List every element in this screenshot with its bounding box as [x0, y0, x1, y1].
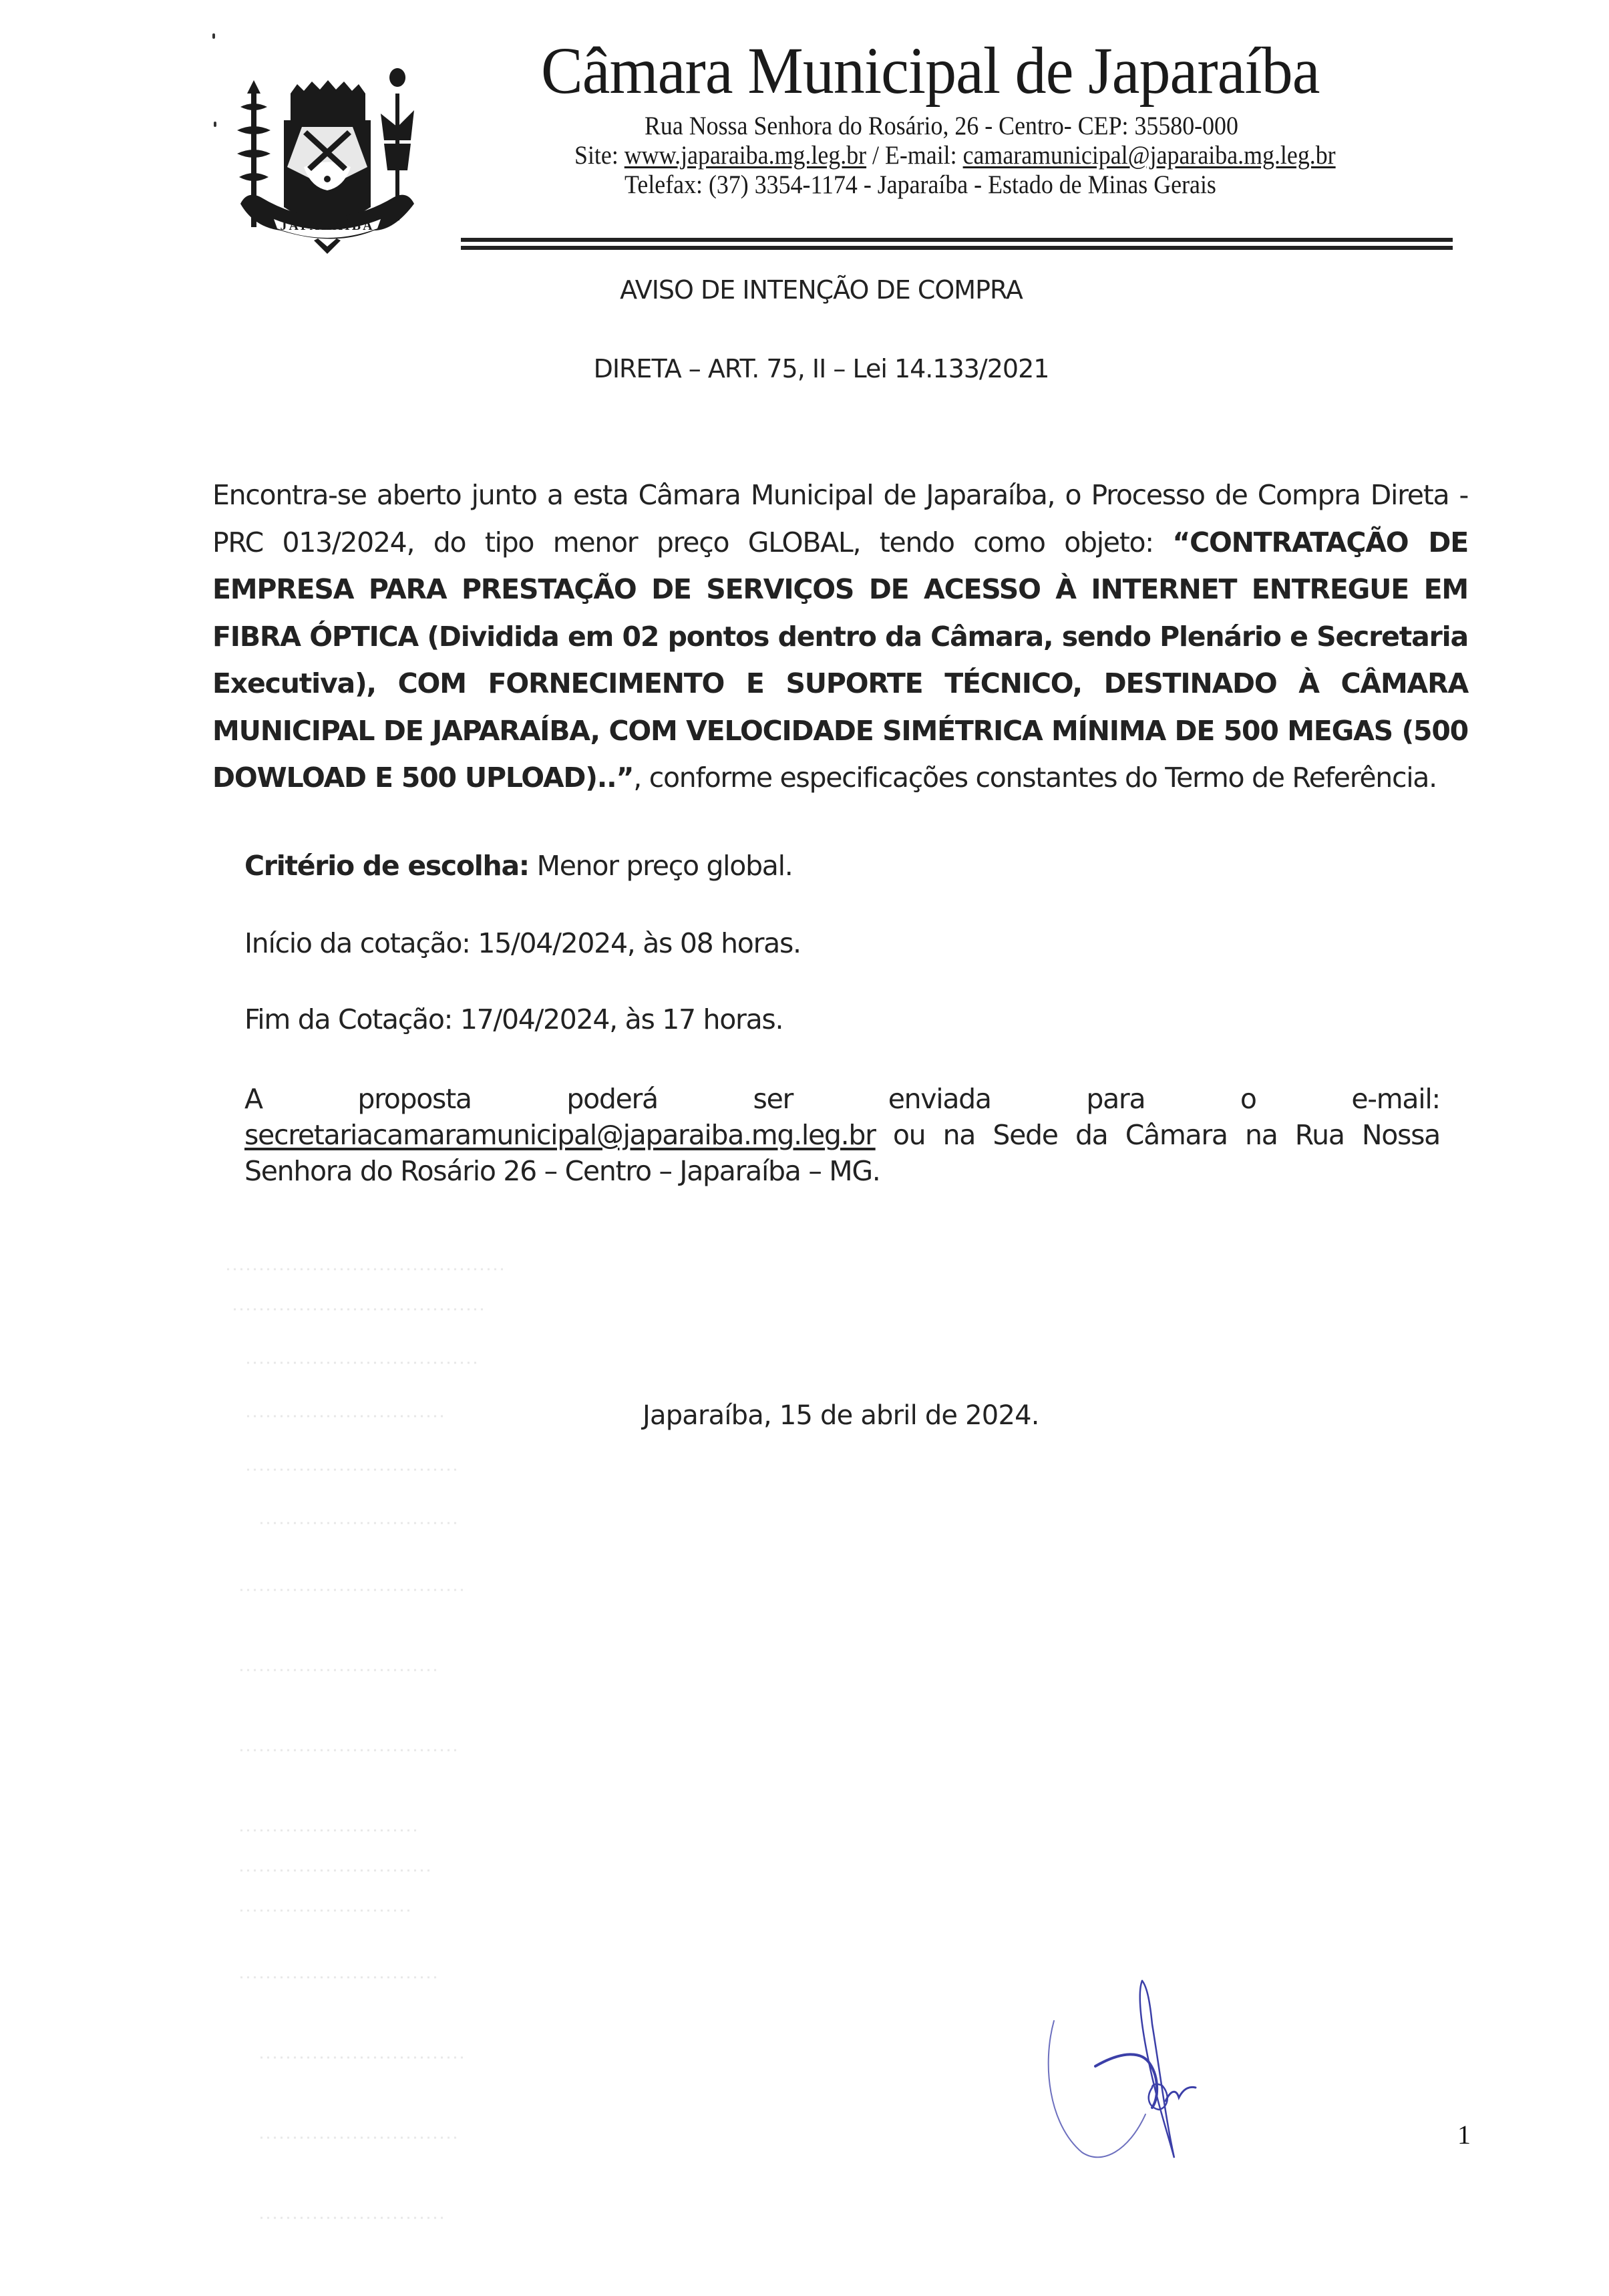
proposal-word: para — [1086, 1083, 1145, 1115]
proposal-word: enviada — [888, 1083, 991, 1115]
institution-title: Câmara Municipal de Japaraíba — [541, 33, 1320, 108]
page-number: 1 — [1457, 2120, 1471, 2150]
institution-phone: Telefax: (37) 3354-1174 - Japaraíba - Estado de Minas Gerais — [624, 170, 1216, 199]
quote-start-line: Início da cotação: 15/04/2024, às 08 horas. — [244, 927, 801, 959]
header-divider — [461, 238, 1453, 242]
institution-contacts — [574, 140, 1336, 171]
header-divider — [461, 246, 1453, 250]
handwritten-signature — [1029, 1957, 1256, 2171]
proposal-word: o — [1240, 1083, 1256, 1115]
scan-speck — [214, 122, 216, 127]
notice-subtitle: DIRETA – ART. 75, II – Lei 14.133/2021 — [593, 354, 1049, 383]
scan-bleed-through — [220, 828, 594, 2271]
paragraph-object: “CONTRATAÇÃO DE EMPRESA PARA PRESTAÇÃO DE SERVIÇOS DE ACESSO À INTERNET ENTREGUE EM FIBRA ÓPTICA (Dividida em 02 pontos dentro da Câmara, sendo Plenário e Secretaria Executiva), COM FORNECIMENTO E SUPORTE TÉCNICO, DESTINADO À CÂMARA MUNICIPAL DE JAPARAÍBA, COM VELOCIDADE SIMÉTRICA MÍNIMA DE 500 MEGAS (500 DOWLOAD E 500 UPLOAD)..” — [212, 526, 1468, 794]
proposal-location: ou na Sede da Câmara na Rua Nossa Senhora do Rosário 26 – Centro – Japaraíba – MG. — [244, 1119, 1440, 1187]
email-link[interactable]: camaramunicipal@japaraiba.mg.leg.br — [962, 141, 1336, 170]
site-label: Site: — [574, 141, 624, 170]
notice-body-paragraph — [212, 472, 1468, 802]
proposal-word: poderá — [566, 1083, 658, 1115]
paragraph-outro: , conforme especificações constantes do Termo de Referência. — [633, 762, 1437, 794]
proposal-word: proposta — [357, 1083, 472, 1115]
criteria-label: Critério de escolha: — [244, 850, 529, 882]
criteria-value: Menor preço global. — [528, 850, 793, 882]
paragraph-intro: Encontra-se aberto junto a esta Câmara Municipal de Japaraíba, o Processo de Compra Direta - PRC 013/2024, do tipo menor preço GLOBAL, tendo como objeto: — [212, 479, 1468, 558]
quote-end-line: Fim da Cotação: 17/04/2024, às 17 horas. — [244, 1003, 783, 1035]
email-separator: / E-mail: — [866, 141, 963, 170]
coat-of-arms-icon — [227, 67, 427, 261]
site-link[interactable]: www.japaraiba.mg.leg.br — [624, 141, 867, 170]
proposal-word: ser — [753, 1083, 793, 1115]
svg-text:JAPARAÍBA: JAPARAÍBA — [280, 218, 375, 233]
proposal-word: e-mail: — [1351, 1083, 1440, 1115]
institution-address: Rua Nossa Senhora do Rosário, 26 - Centro- CEP: 35580-000 — [645, 112, 1238, 140]
scan-speck — [212, 33, 215, 39]
proposal-email-link[interactable]: secretariacamaramunicipal@japaraiba.mg.leg.br — [244, 1119, 876, 1151]
date-line: Japaraíba, 15 de abril de 2024. — [643, 1400, 1039, 1431]
notice-title: AVISO DE INTENÇÃO DE COMPRA — [620, 275, 1023, 305]
proposal-word: A — [244, 1083, 262, 1115]
